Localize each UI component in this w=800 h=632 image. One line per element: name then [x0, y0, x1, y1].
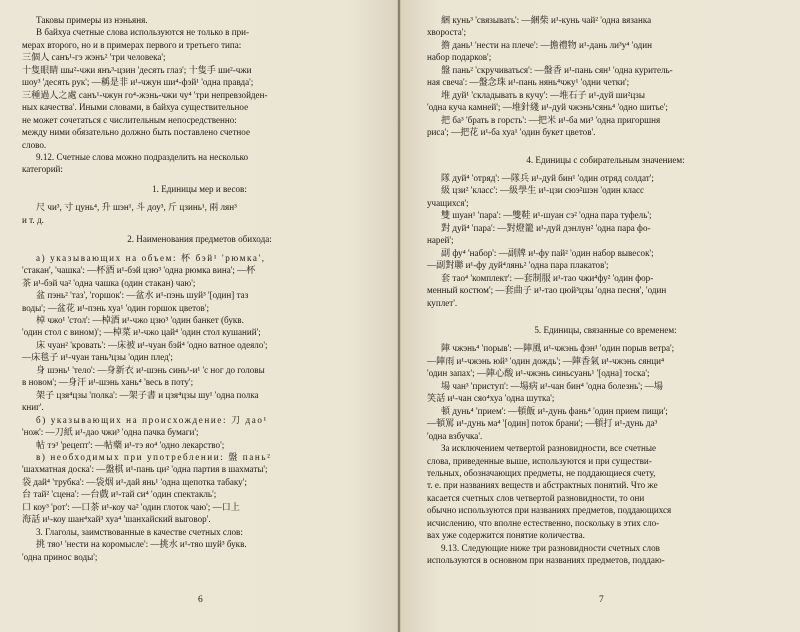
text-line: 9.13. Следующие ниже три разновидности счетных слов — [441, 542, 660, 553]
text-line: 帖 тэ³ 'рецепт': —帖藥 и¹-тэ яо⁴ 'одно лекарство'; — [36, 439, 225, 450]
text-line: тельных, обозначающих предметы, не поддающиеся счету, — [427, 467, 656, 478]
text-line: куплет'. — [427, 297, 458, 308]
text-line: 身 шэнь¹ 'тело': —身新衣 и¹-шэнь синь¹-и¹ 'с ног до головы — [36, 364, 265, 375]
text-line: 尺 чи³, 寸 цунь⁴, 升 шэн¹, 斗 доу³, 斤 цзинь¹, 兩 лян³ — [36, 202, 237, 213]
text-line: в) необходимых при употреблении: 盤 пань² — [36, 451, 272, 462]
right-page-text — [427, 14, 784, 567]
text-line: 架子 цзя⁴цзы 'полка': —架子書 и цзя⁴цзы шу¹ 'одна полка — [36, 389, 259, 400]
text-line: не может сочетаться с числительным непосредственно: — [22, 114, 237, 125]
text-line: между ними обязательно должно быть поставлено счетное — [22, 127, 250, 138]
text-line: 1. Единицы мер и весов: — [152, 183, 247, 194]
text-line: 副 фу⁴ 'набор': —副牌 и¹-фу пай² 'один набор вывесок'; — [441, 247, 654, 258]
text-line: В байхуа счетные слова используются не только в при- — [36, 27, 250, 38]
text-line: 床 чуан² 'кровать': —床被 и¹-чуан бэй⁴ 'одно ватное одеяло'; — [36, 339, 268, 350]
text-line: шоу³ 'десять рук'; —稱是非 и¹-чжун ши⁴-фэй¹ 'одна правда'; — [22, 77, 254, 88]
text-line: 雙 шуан¹ 'пара': —雙鞋 и¹-шуан сэ² 'одна пара туфель'; — [441, 210, 652, 221]
text-line: мерах второго, но и в примерах первого и третьего типа: — [22, 39, 242, 50]
text-line: 笑話 и¹-чан сяо⁴хуа 'одна шутка'; — [427, 393, 555, 404]
text-line: За исключением четвертой разновидности, все счетные — [441, 443, 656, 454]
text-line: 'один запах'; —陣心酸 и¹-чжэнь синьсуань¹ '[одна] тоска'; — [427, 368, 650, 379]
text-line: 陣 чжэнь⁴ 'порыв': —陣風 и¹-чжэнь фэн¹ 'один порыв ветра'; — [441, 343, 675, 354]
text-line: 綑 кунь³ 'связывать': —綑柴 и¹-кунь чай² 'одна вязанка — [441, 15, 652, 25]
text-line: воды'; —盆花 и¹-пэнь хуа¹ 'один горшок цветов'; — [22, 302, 209, 313]
text-line — [427, 309, 784, 317]
text-line: 棹 чжо¹ 'стол': —棹酒 и¹-чжо цзю³ 'один банкет (букв. — [36, 314, 244, 325]
left-page-number: 6 — [198, 594, 203, 605]
text-line: 套 тао⁴ 'комплект': —套制服 и¹-тао чжи⁴фу² 'один фор- — [441, 272, 654, 283]
text-line: —副對聯 и¹-фу дуй⁴лянь² 'одна пара плакатов'; — [427, 260, 609, 271]
text-line: —床毯子 и¹-чуан тань³цзы 'один плед'; — [22, 352, 173, 363]
text-line: —陣雨 и¹-чжэнь юй³ 'один дождь'; —陣香氣 и¹-чжэнь сянци⁴ — [427, 355, 665, 366]
text-line: 'стакан', 'чашка': —杯酒 и¹-бэй цзю³ 'одна рюмка вина'; —杯 — [22, 265, 256, 276]
text-line: вах уже содержится понятие количества. — [427, 530, 585, 541]
text-line: б) указывающих на происхождение: 刀 дао¹ — [36, 414, 268, 425]
text-line: 台 тай² 'сцена': —台戲 и¹-тай си⁴ 'один спектакль'; — [22, 489, 217, 500]
text-line: 級 цзи² 'класс': —級學生 и¹-цзи сюэ²шэн 'один класс — [441, 185, 645, 196]
text-line — [427, 139, 784, 147]
text-line: учащихся'; — [427, 197, 469, 208]
text-line: 三個人 санъ¹-гэ жэнъ² 'три человека'; — [22, 52, 166, 63]
text-line: 9.12. Счетные слова можно подразделить на несколько — [36, 151, 249, 162]
right-page-number: 7 — [599, 594, 604, 605]
text-line: 擔 дань¹ 'нести на плече': —擔禮物 и¹-дань ли³у⁴ 'один — [441, 39, 653, 50]
text-line: 十隻眼睛 шы²-чжи янъ³-цзин 'десять глаз'; 十隻手 ши²-чжи — [22, 64, 252, 75]
text-line: 'нож': —刀紙 и¹-дао чжи³ 'одна пачка бумаги'; — [22, 427, 199, 438]
text-line: 頓 дунь⁴ 'прием': —頓飯 и¹-дунь фань⁴ 'один прием пищи'; — [441, 405, 668, 416]
text-line: 海話 и¹-коу шан⁴хай³ хуа⁴ 'шанхайский выговор'. — [22, 514, 211, 525]
text-line: ная свеча': —盤念珠 и¹-пань нянь⁴чжу¹ 'одни четки'; — [427, 77, 630, 88]
text-line: 挑 тяо¹ 'нести на коромысле': —挑水 и¹-тяо шуй³ букв. — [36, 539, 247, 550]
text-line: используются в основном при названиях предметов, поддаю- — [427, 555, 665, 566]
text-line: 3. Глаголы, заимствованные в качестве счетных слов: — [36, 526, 243, 537]
text-line: 'одна взбучка'. — [427, 430, 483, 441]
left-page-text — [22, 14, 377, 563]
text-line: обычно используются при названиях предметов, поддающихся — [427, 505, 672, 516]
text-line: 隊 дуй⁴ 'отряд': —隊兵 и¹-дуй бин¹ 'один отряд солдат'; — [441, 172, 654, 183]
text-line: 'один стол с вином)'; —棹菜 и¹-чжо цай⁴ 'один стол кушаний'; — [22, 327, 261, 338]
text-line: 2. Наименования предметов обихода: — [127, 234, 272, 245]
text-line: нарей'; — [427, 235, 454, 246]
text-line: 盆 пэнь² 'таз', 'горшок': —盆水 и¹-пэнь шуй³ '[один] таз — [36, 290, 249, 301]
text-line: 茶 и¹-бэй ча² 'одна чашка (один стакан) чаю'; — [22, 277, 196, 288]
text-line: в новом'; —身汗 и¹-шэнь хань⁴ 'весь в поту'; — [22, 377, 194, 388]
text-line: 袋 дай⁴ 'трубка': —袋烟 и¹-дай янь¹ 'одна щепотка табаку'; — [22, 476, 247, 487]
text-line: 三種過人之處 санъ¹-чжун го⁴-жэнь-чжи чу⁴ 'три непревзойден- — [22, 89, 268, 100]
text-line: 盤 пань² 'скручиваться': —盤香 и¹-пань сян¹ 'одна куритель- — [441, 64, 673, 75]
text-line: ных качества'. Иными словами, в байхуа существительное — [22, 102, 249, 113]
text-line: 堆 дуй¹ 'складывать в кучу': —堆石子 и¹-дуй ши²цзы — [441, 89, 646, 100]
text-line: а) указывающих на объем: 杯 бэй¹ 'рюмка', — [36, 252, 266, 263]
text-line: риса'; —把花 и¹-ба хуа¹ 'один букет цветов'. — [427, 127, 596, 138]
right-page — [400, 0, 800, 632]
text-line: слова, приведенные выше, используются и при существи- — [427, 455, 652, 466]
text-line: книг'. — [22, 402, 44, 413]
text-line: 'одна принос воды'; — [22, 551, 98, 562]
text-line: т. е. при названиях веществ и абстрактных понятий. Что же — [427, 480, 658, 491]
text-line: исчислению, что вполне естественно, поскольку в этих сло- — [427, 517, 660, 528]
text-line: касается счетных слов четвертой разновидности, то они — [427, 492, 645, 503]
text-line: набор подарков'; — [427, 52, 492, 63]
text-line: хвороста'; — [427, 27, 466, 38]
text-line: —頓罵 и¹-дунь ма⁴ '[один] поток брани'; —頓打 и¹-дунь да³ — [427, 418, 658, 429]
text-line: и т. д. — [22, 214, 44, 225]
text-line: 對 дуй⁴ 'пара': —對燈籠 и¹-дуй дэнлун² 'одна пара фо- — [441, 222, 651, 233]
left-page — [0, 0, 398, 632]
text-line: Таковы примеры из нэньяня. — [36, 15, 148, 25]
text-line: 口 коу³ 'рот': —口茶 и¹-коу ча² 'один глоток чаю'; —口上 — [22, 501, 240, 512]
text-line: 'одна куча камней'; —堆針綫 и¹-дуй чжэнь¹сянь⁴ 'одно шитье'; — [427, 102, 668, 113]
text-line: 5. Единицы, связанные со временем: — [534, 324, 677, 335]
text-line: 場 чан³ 'приступ': —場病 и¹-чан бин⁴ 'одна болезнь'; —場 — [441, 380, 663, 391]
text-line: 'шахматная доска': —盤棋 и¹-пань ци² 'одна партия в шахматы'; — [22, 464, 268, 475]
text-line: категорий: — [22, 164, 63, 175]
text-line: менный костюм'; —套曲子 и¹-тао цюй³цзы 'одна песня', 'один — [427, 285, 667, 296]
text-line: 把 ба³ 'брать в горсть': —把米 и¹-ба ми³ 'одна пригоршня — [441, 114, 661, 125]
text-line: слово. — [22, 139, 47, 150]
text-line: 4. Единицы с собирательным значением: — [526, 154, 685, 165]
